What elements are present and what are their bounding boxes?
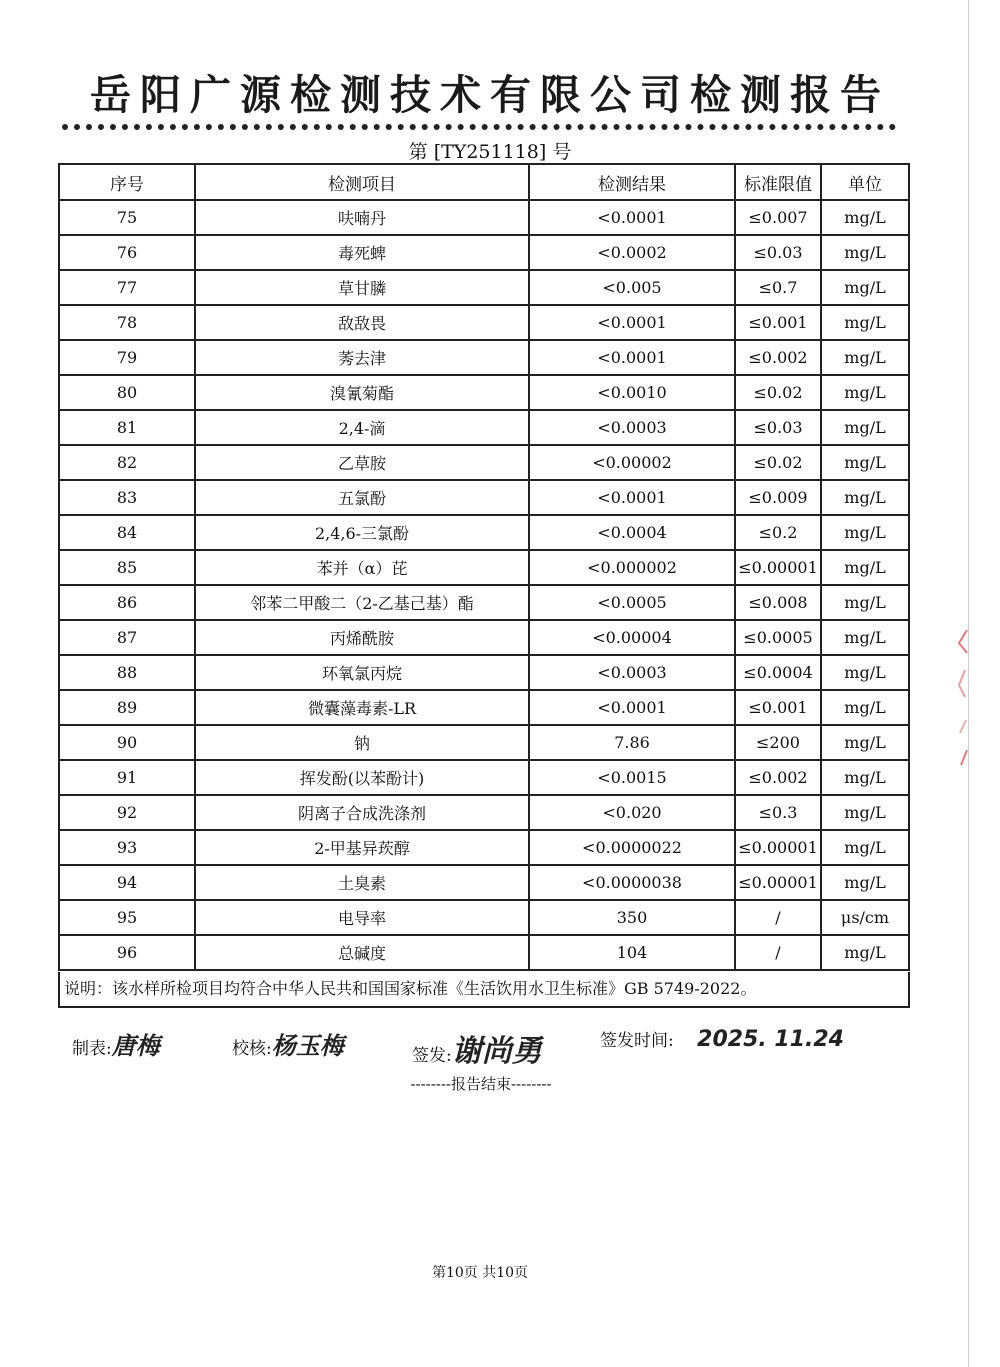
standard-limit: ≤0.7: [735, 270, 821, 305]
test-result: <0.00004: [529, 620, 735, 655]
unit: mg/L: [821, 410, 909, 445]
row-index: 79: [59, 340, 195, 375]
row-index: 76: [59, 235, 195, 270]
unit: mg/L: [821, 200, 909, 235]
unit: mg/L: [821, 935, 909, 970]
seal-edge-mark: [955, 625, 969, 775]
test-result: <0.0001: [529, 690, 735, 725]
standard-limit: ≤200: [735, 725, 821, 760]
unit: mg/L: [821, 270, 909, 305]
table-row: [59, 620, 909, 655]
table-row: [59, 200, 909, 235]
unit: mg/L: [821, 725, 909, 760]
prepared-by: [72, 1026, 160, 1061]
row-index: 83: [59, 480, 195, 515]
prepared-signature: 唐梅: [111, 1032, 160, 1060]
test-result: <0.00002: [529, 445, 735, 480]
test-item: 呋喃丹: [195, 200, 529, 235]
row-index: 93: [59, 830, 195, 865]
table-row: [59, 340, 909, 375]
test-item: 挥发酚(以苯酚计): [195, 760, 529, 795]
unit: mg/L: [821, 760, 909, 795]
test-item: 五氯酚: [195, 480, 529, 515]
test-result: <0.0002: [529, 235, 735, 270]
approved-by: [412, 1026, 542, 1070]
test-item: 阴离子合成洗涤剂: [195, 795, 529, 830]
unit: mg/L: [821, 340, 909, 375]
test-result: <0.0003: [529, 410, 735, 445]
standard-limit: ≤0.009: [735, 480, 821, 515]
test-item: 2,4,6-三氯酚: [195, 515, 529, 550]
table-row: [59, 410, 909, 445]
unit: mg/L: [821, 690, 909, 725]
unit: mg/L: [821, 655, 909, 690]
approval-date: [600, 1026, 844, 1052]
report-end: --------报告结束--------: [410, 1075, 552, 1093]
table-row: [59, 375, 909, 410]
standard-limit: ≤0.0005: [735, 620, 821, 655]
test-result: <0.0015: [529, 760, 735, 795]
test-item: 总碱度: [195, 935, 529, 970]
unit: mg/L: [821, 830, 909, 865]
approved-signature: 谢尚勇: [451, 1034, 542, 1069]
row-index: 80: [59, 375, 195, 410]
table-row: [59, 900, 909, 935]
row-index: 92: [59, 795, 195, 830]
test-result: <0.0000038: [529, 865, 735, 900]
test-item: 乙草胺: [195, 445, 529, 480]
report-number: 第 [TY251118] 号: [408, 141, 572, 163]
test-result: <0.0010: [529, 375, 735, 410]
row-index: 89: [59, 690, 195, 725]
standard-limit: ≤0.002: [735, 760, 821, 795]
table-body: [59, 200, 909, 970]
test-item: 草甘膦: [195, 270, 529, 305]
table-row: [59, 865, 909, 900]
row-index: 75: [59, 200, 195, 235]
test-item: 敌敌畏: [195, 305, 529, 340]
table-row: [59, 445, 909, 480]
conformity-note: 说明：该水样所检项目均符合中华人民共和国国家标准《生活饮用水卫生标准》GB 5749-2022。: [58, 972, 910, 1008]
test-result: 350: [529, 900, 735, 935]
table-row: [59, 235, 909, 270]
test-result: <0.0003: [529, 655, 735, 690]
test-result: <0.0004: [529, 515, 735, 550]
table-row: [59, 830, 909, 865]
test-result: <0.0001: [529, 305, 735, 340]
table-row: [59, 305, 909, 340]
unit: mg/L: [821, 515, 909, 550]
date-value: 2025. 11.24: [697, 1027, 844, 1052]
table-row: [59, 725, 909, 760]
results-table: [58, 163, 910, 971]
row-index: 95: [59, 900, 195, 935]
test-result: <0.0005: [529, 585, 735, 620]
table-row: [59, 935, 909, 970]
prepared-label: 制表:: [72, 1039, 112, 1059]
row-index: 84: [59, 515, 195, 550]
standard-limit: ≤0.03: [735, 235, 821, 270]
unit: mg/L: [821, 585, 909, 620]
row-index: 96: [59, 935, 195, 970]
unit: mg/L: [821, 795, 909, 830]
standard-limit: ≤0.02: [735, 445, 821, 480]
header-result: 检测结果: [529, 164, 735, 200]
table-row: [59, 585, 909, 620]
header-item: 检测项目: [195, 164, 529, 200]
test-result: 7.86: [529, 725, 735, 760]
standard-limit: ≤0.002: [735, 340, 821, 375]
test-item: 邻苯二甲酸二（2-乙基己基）酯: [195, 585, 529, 620]
table-row: [59, 480, 909, 515]
test-item: 电导率: [195, 900, 529, 935]
unit: mg/L: [821, 550, 909, 585]
unit: mg/L: [821, 375, 909, 410]
standard-limit: ≤0.00001: [735, 550, 821, 585]
test-result: <0.0000022: [529, 830, 735, 865]
test-item: 2-甲基异莰醇: [195, 830, 529, 865]
unit: mg/L: [821, 865, 909, 900]
test-item: 2,4-滴: [195, 410, 529, 445]
test-result: 104: [529, 935, 735, 970]
standard-limit: ≤0.00001: [735, 865, 821, 900]
standard-limit: ≤0.3: [735, 795, 821, 830]
table-row: [59, 760, 909, 795]
table-row: [59, 550, 909, 585]
standard-limit: ≤0.008: [735, 585, 821, 620]
report-title: 岳阳广源检测技术有限公司检测报告: [90, 71, 890, 119]
header-index: 序号: [59, 164, 195, 200]
test-result: <0.020: [529, 795, 735, 830]
row-index: 94: [59, 865, 195, 900]
standard-limit: ≤0.03: [735, 410, 821, 445]
test-item: 毒死蜱: [195, 235, 529, 270]
unit: mg/L: [821, 480, 909, 515]
test-item: 莠去津: [195, 340, 529, 375]
table-row: [59, 690, 909, 725]
test-item: 环氧氯丙烷: [195, 655, 529, 690]
table-header-row: [59, 164, 909, 200]
standard-limit: ≤0.2: [735, 515, 821, 550]
checked-signature: 杨玉梅: [271, 1032, 344, 1060]
test-result: <0.0001: [529, 340, 735, 375]
test-item: 土臭素: [195, 865, 529, 900]
table-row: [59, 515, 909, 550]
approved-label: 签发:: [412, 1046, 452, 1066]
table-row: [59, 270, 909, 305]
row-index: 78: [59, 305, 195, 340]
test-result: <0.000002: [529, 550, 735, 585]
checked-label: 校核:: [232, 1039, 272, 1059]
row-index: 91: [59, 760, 195, 795]
standard-limit: ≤0.001: [735, 305, 821, 340]
row-index: 77: [59, 270, 195, 305]
test-item: 溴氰菊酯: [195, 375, 529, 410]
unit: mg/L: [821, 235, 909, 270]
page-footer: 第10页 共10页: [431, 1265, 529, 1281]
checked-by: [232, 1026, 344, 1061]
header-unit: 单位: [821, 164, 909, 200]
standard-limit: ≤0.007: [735, 200, 821, 235]
standard-limit: ≤0.0004: [735, 655, 821, 690]
unit: mg/L: [821, 620, 909, 655]
table-row: [59, 795, 909, 830]
unit: mg/L: [821, 305, 909, 340]
standard-limit: ≤0.001: [735, 690, 821, 725]
standard-limit: ≤0.02: [735, 375, 821, 410]
standard-limit: ≤0.00001: [735, 830, 821, 865]
header-limit: 标准限值: [735, 164, 821, 200]
test-item: 微囊藻毒素-LR: [195, 690, 529, 725]
test-item: 钠: [195, 725, 529, 760]
row-index: 85: [59, 550, 195, 585]
standard-limit: /: [735, 935, 821, 970]
test-result: <0.0001: [529, 480, 735, 515]
table-row: [59, 655, 909, 690]
test-result: <0.0001: [529, 200, 735, 235]
row-index: 82: [59, 445, 195, 480]
test-result: <0.005: [529, 270, 735, 305]
row-index: 86: [59, 585, 195, 620]
row-index: 81: [59, 410, 195, 445]
unit: mg/L: [821, 445, 909, 480]
row-index: 90: [59, 725, 195, 760]
unit: μs/cm: [821, 900, 909, 935]
row-index: 88: [59, 655, 195, 690]
standard-limit: /: [735, 900, 821, 935]
date-label: 签发时间:: [600, 1031, 674, 1051]
test-item: 丙烯酰胺: [195, 620, 529, 655]
title-divider: [62, 124, 896, 130]
test-item: 苯并（α）芘: [195, 550, 529, 585]
row-index: 87: [59, 620, 195, 655]
